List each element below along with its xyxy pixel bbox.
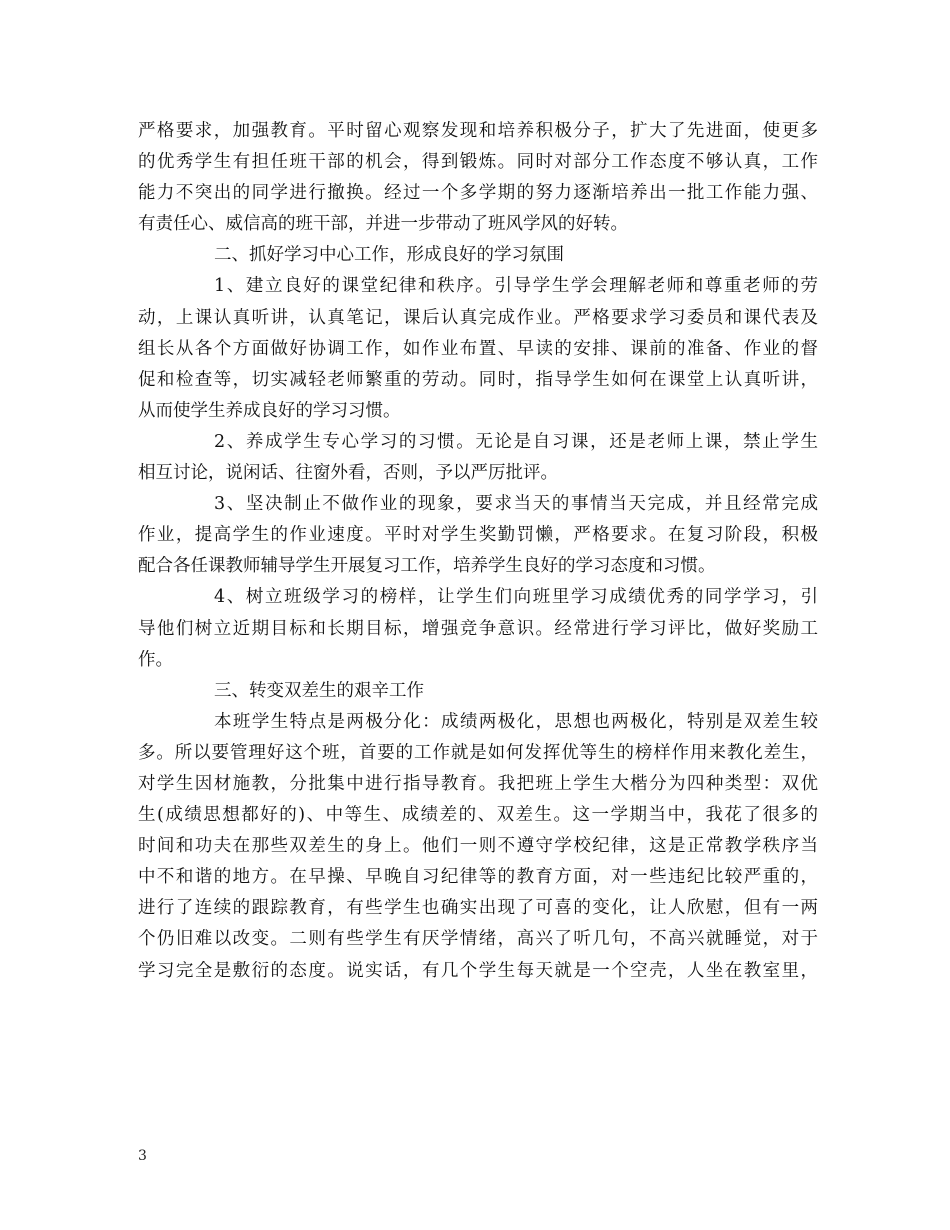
text-line: 时间和功夫在那些双差生的身上。他们一则不遵守学校纪律，这是正常教学秩序当: [138, 836, 818, 857]
text-line: 3、坚决制止不做作业的现象，要求当天的事情当天完成，并且经常完成: [214, 494, 818, 515]
text-line: 导他们树立近期目标和长期目标，增强竞争意识。经常进行学习评比，做好奖励工: [138, 618, 818, 639]
text-line: 相互讨论，说闲话、往窗外看，否则，予以严厉批评。: [138, 463, 558, 484]
text-line: 动，上课认真听讲，认真笔记，课后认真完成作业。严格要求学习委员和课代表及: [138, 307, 818, 328]
text-line: 进行了连续的跟踪教育，有些学生也确实出现了可喜的变化，让人欣慰，但有一两: [138, 898, 818, 919]
text-line: 配合各任课教师辅导学生开展复习工作，培养学生良好的学习态度和习惯。: [138, 556, 716, 577]
text-line: 有责任心、威信高的班干部，并进一步带动了班风学风的好转。: [138, 214, 628, 235]
text-line: 中不和谐的地方。在早操、早晚自习纪律等的教育方面，对一些违纪比较严重的，: [138, 867, 818, 888]
body-text: [138, 116, 818, 987]
text-line: 作。: [138, 649, 173, 670]
page-number: 3: [138, 1148, 147, 1164]
text-line: 从而使学生养成良好的学习习惯。: [138, 400, 401, 421]
text-line: 生(成绩思想都好的)、中等生、成绩差的、双差生。这一学期当中，我花了很多的: [138, 805, 818, 826]
text-line: 严格要求，加强教育。平时留心观察发现和培养积极分子，扩大了先进面，使更多: [138, 121, 818, 141]
text-line: 多。所以要管理好这个班，首要的工作就是如何发挥优等生的榜样作用来教化差生，: [138, 742, 818, 763]
text-line: 对学生因材施教，分批集中进行指导教育。我把班上学生大楷分为四种类型：双优: [138, 773, 818, 794]
text-line: 能力不突出的同学进行撤换。经过一个多学期的努力逐渐培养出一批工作能力强、: [138, 183, 818, 204]
text-line: 作业，提高学生的作业速度。平时对学生奖勤罚懒，严格要求。在复习阶段，积极: [138, 525, 818, 546]
text-line: 学习完全是敷衍的态度。说实话，有几个学生每天就是一个空壳，人坐在教室里，: [138, 960, 818, 981]
text-line: 本班学生特点是两极分化：成绩两极化，思想也两极化，特别是双差生较: [214, 711, 818, 732]
text-line: 4、树立班级学习的榜样，让学生们向班里学习成绩优秀的同学学习，引: [214, 587, 818, 608]
text-line: 1、建立良好的课堂纪律和秩序。引导学生学会理解老师和尊重老师的劳: [214, 276, 818, 297]
text-line: 二、抓好学习中心工作，形成良好的学习氛围: [214, 245, 564, 266]
text-line: 组长从各个方面做好协调工作，如作业布置、早读的安排、课前的准备、作业的督: [138, 338, 818, 359]
text-line: 个仍旧难以改变。二则有些学生有厌学情绪，高兴了听几句，不高兴就睡觉，对于: [138, 929, 818, 950]
text-line: 2、养成学生专心学习的习惯。无论是自习课，还是老师上课，禁止学生: [214, 431, 818, 452]
text-line: 三、转变双差生的艰辛工作: [214, 680, 424, 701]
text-line: 的优秀学生有担任班干部的机会，得到锻炼。同时对部分工作态度不够认真，工作: [138, 152, 818, 173]
text-line: 促和检查等，切实减轻老师繁重的劳动。同时，指导学生如何在课堂上认真听讲，: [138, 369, 818, 390]
